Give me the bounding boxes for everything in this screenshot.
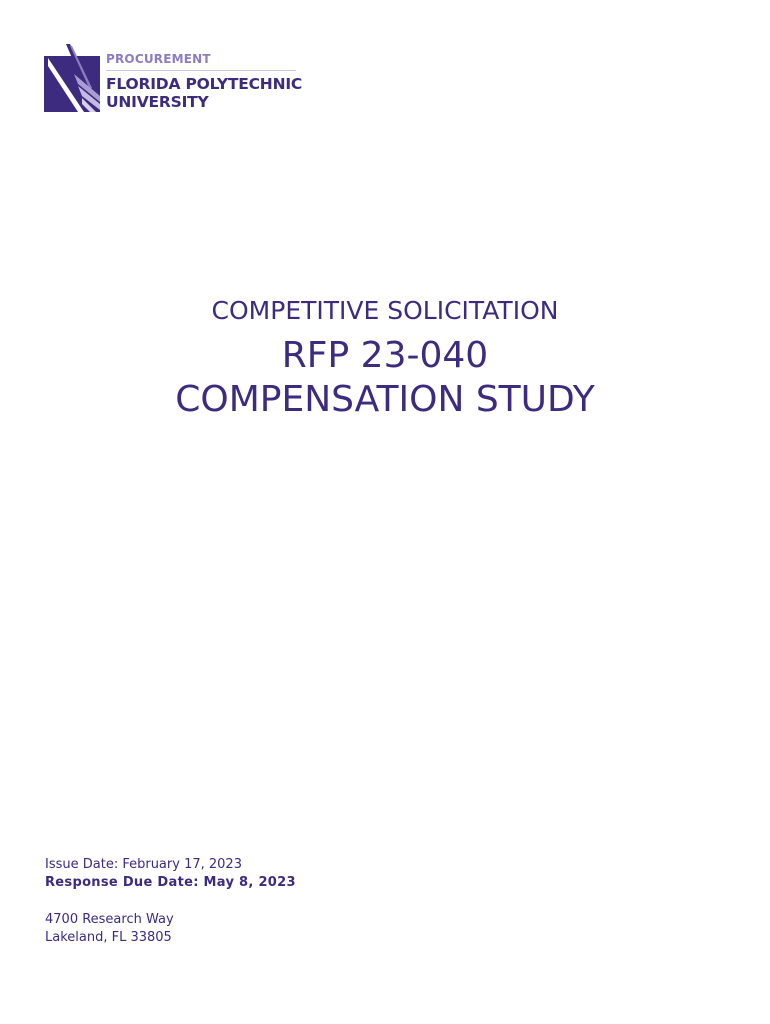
logo-wordmark <box>106 52 302 111</box>
logo-name-line2: UNIVERSITY <box>106 93 209 111</box>
address-line2: Lakeland, FL 33805 <box>45 930 172 945</box>
logo-name-line1: FLORIDA POLYTECHNIC <box>106 75 303 93</box>
cover-title-block <box>0 296 770 422</box>
rfp-number: RFP 23-040 <box>281 335 489 376</box>
logo-department: PROCUREMENT <box>106 52 296 71</box>
university-logo <box>44 44 304 116</box>
solicitation-info <box>45 856 296 947</box>
response-due-date: Response Due Date: May 8, 2023 <box>45 875 296 890</box>
address <box>45 911 296 947</box>
issue-date: Issue Date: February 17, 2023 <box>45 857 242 872</box>
solicitation-kicker: COMPETITIVE SOLICITATION <box>211 296 559 325</box>
rfp-title: COMPENSATION STUDY <box>175 379 595 420</box>
address-line1: 4700 Research Way <box>45 912 174 927</box>
florida-poly-wing-logo-icon <box>44 44 100 112</box>
